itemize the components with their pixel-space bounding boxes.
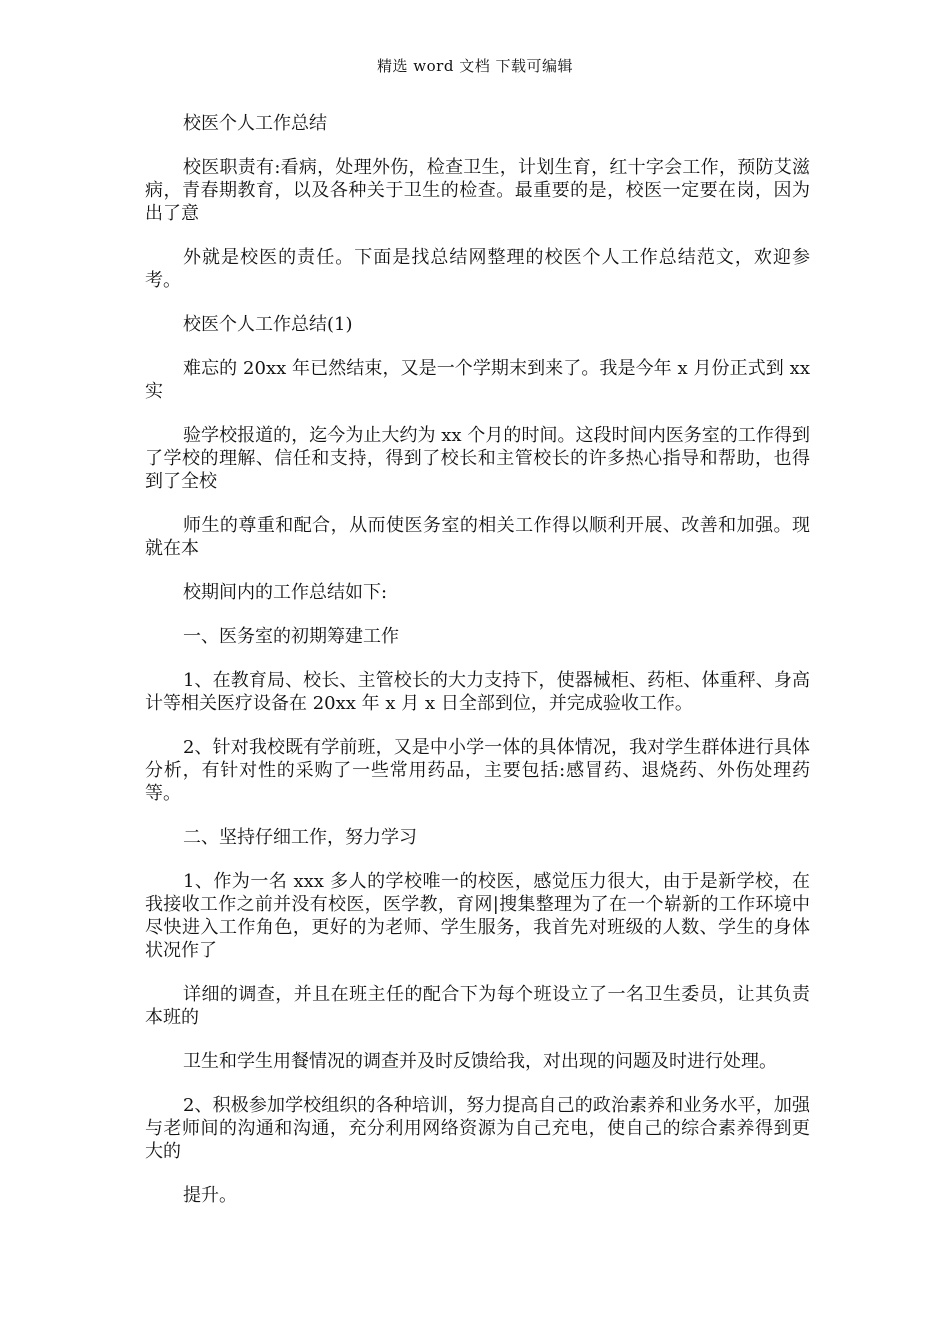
doc-title: 校医个人工作总结 xyxy=(183,113,327,134)
paragraph: 师生的尊重和配合，从而使医务室的相关工作得以顺利开展、改善和加强。现就在本 xyxy=(145,515,810,559)
paragraph: 校期间内的工作总结如下: xyxy=(183,582,388,603)
paragraph: 难忘的 20xx 年已然结束，又是一个学期末到来了。我是今年 x 月份正式到 xx 实 xyxy=(145,358,810,402)
paragraph: 提升。 xyxy=(183,1185,237,1206)
paragraph: 1、作为一名 xxx 多人的学校唯一的校医，感觉压力很大，由于是新学校，在我接收工作之前并没有校医，医学教，育网|搜集整理为了在一个崭新的工作环境中尽快进入工作角色，更好的为老师、学生服务，我首先对班级的人数、学生的身体状况作了 xyxy=(145,871,810,961)
section-title-1: 校医个人工作总结(1) xyxy=(183,314,353,335)
page-header: 精选 word 文档 下载可编辑 xyxy=(377,57,573,75)
paragraph: 详细的调查，并且在班主任的配合下为每个班设立了一名卫生委员，让其负责本班的 xyxy=(145,984,810,1028)
paragraph: 2、针对我校既有学前班，又是中小学一体的具体情况，我对学生群体进行具体分析，有针对性的采购了一些常用药品，主要包括:感冒药、退烧药、外伤处理药等。 xyxy=(145,737,810,804)
paragraph: 1、在教育局、校长、主管校长的大力支持下，使器械柜、药柜、体重秤、身高计等相关医疗设备在 20xx 年 x 月 x 日全部到位，并完成验收工作。 xyxy=(145,670,810,714)
paragraph: 验学校报道的，迄今为止大约为 xx 个月的时间。这段时间内医务室的工作得到了学校的理解、信任和支持，得到了校长和主管校长的许多热心指导和帮助，也得到了全校 xyxy=(145,425,810,492)
paragraph: 2、积极参加学校组织的各种培训，努力提高自己的政治素养和业务水平，加强与老师间的沟通和沟通，充分利用网络资源为自己充电，使自己的综合素养得到更大的 xyxy=(145,1095,810,1162)
subheading-2: 二、坚持仔细工作，努力学习 xyxy=(183,827,417,848)
paragraph-intro: 校医职责有:看病，处理外伤，检查卫生，计划生育，红十字会工作，预防艾滋病，青春期教育，以及各种关于卫生的检查。最重要的是，校医一定要在岗，因为出了意 xyxy=(145,157,810,224)
document-body xyxy=(145,112,810,1228)
paragraph: 卫生和学生用餐情况的调查并及时反馈给我，对出现的问题及时进行处理。 xyxy=(183,1051,777,1072)
paragraph-intro-continued: 外就是校医的责任。下面是找总结网整理的校医个人工作总结范文，欢迎参考。 xyxy=(145,247,810,291)
subheading-1: 一、医务室的初期筹建工作 xyxy=(183,626,399,647)
